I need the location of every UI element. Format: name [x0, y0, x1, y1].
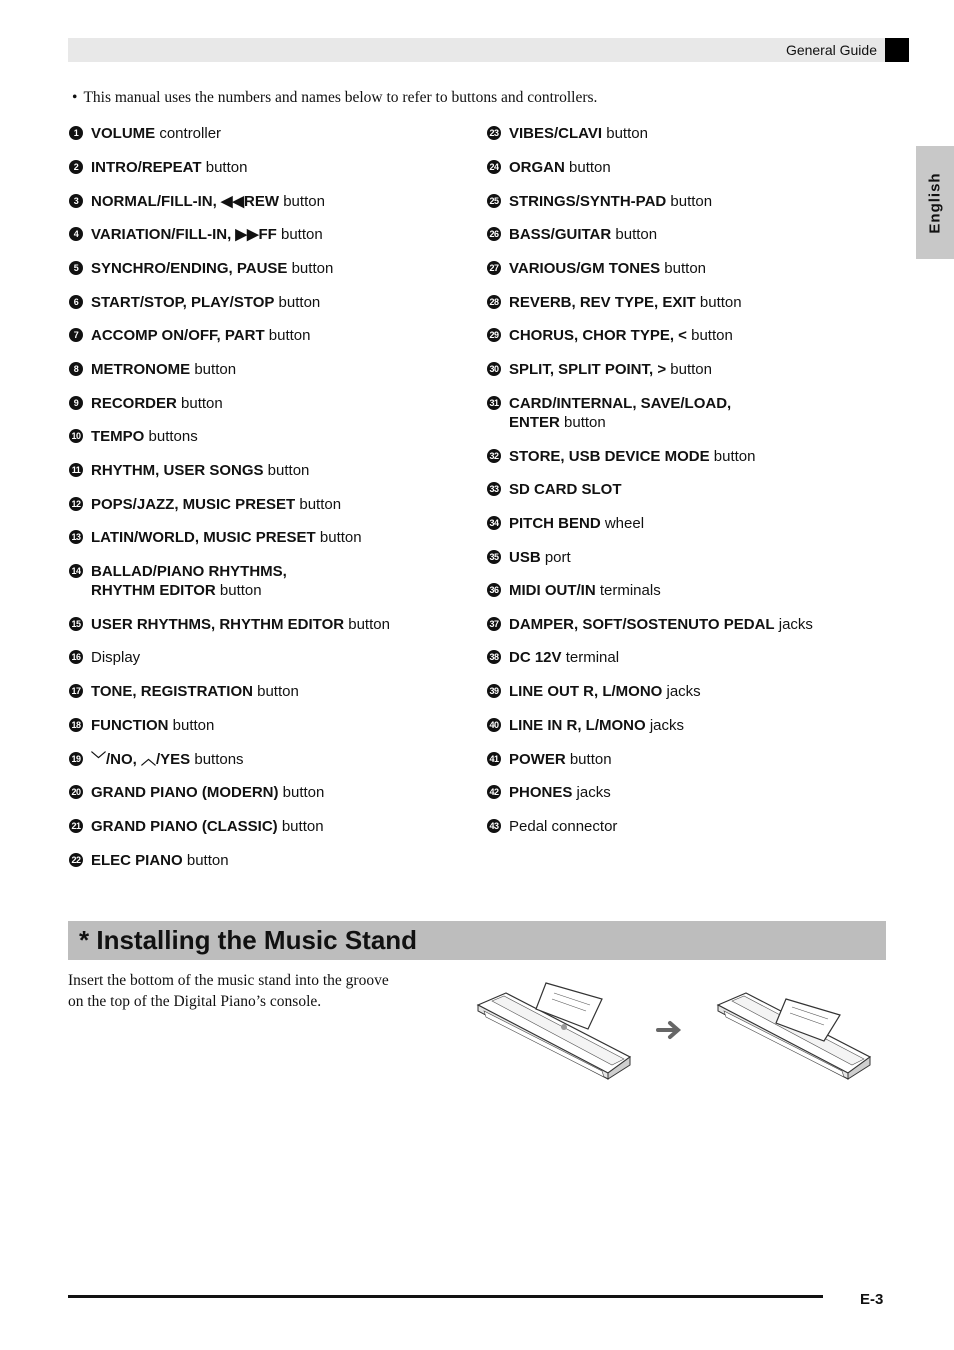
item-number-badge: 26: [487, 227, 501, 241]
control-list-item: [486, 750, 929, 769]
item-name: MIDI OUT/IN: [509, 582, 596, 599]
control-list-item: [68, 716, 491, 735]
item-number-badge: 42: [487, 785, 501, 799]
item-name: USB: [509, 549, 541, 566]
control-list-item: [486, 326, 929, 345]
control-list-item: [68, 192, 491, 211]
item-number-badge: 2: [69, 160, 83, 174]
item-type: button: [709, 448, 756, 465]
section-title: * Installing the Music Stand: [79, 925, 418, 955]
control-list-item: [68, 158, 491, 177]
control-list-item: [68, 750, 491, 769]
control-list-item: [68, 360, 491, 379]
control-list-item: [68, 293, 491, 312]
item-number-badge: 24: [487, 160, 501, 174]
item-type: buttons: [144, 428, 198, 445]
item-type: port: [540, 549, 571, 566]
control-list-item: [68, 562, 491, 600]
item-number-badge: 29: [487, 328, 501, 342]
item-number-badge: 1: [69, 126, 83, 140]
item-type: button: [279, 193, 325, 210]
item-number-badge: 33: [487, 482, 501, 496]
intro-text: This manual uses the numbers and names below to refer to buttons and controllers.: [83, 89, 598, 106]
section-heading-bar: [68, 921, 886, 960]
item-name: ELEC PIANO: [91, 852, 183, 869]
item-number-badge: 22: [69, 853, 83, 867]
item-name: SPLIT, SPLIT POINT, >: [509, 361, 667, 378]
item-number-badge: 6: [69, 295, 83, 309]
item-type: button: [565, 751, 612, 768]
item-type: jacks: [662, 683, 701, 700]
item-type: jacks: [645, 717, 685, 734]
item-number-badge: 30: [487, 362, 501, 376]
control-list-item: [486, 259, 929, 278]
item-name: ACCOMP ON/OFF, PART: [91, 327, 265, 344]
control-list-item: [68, 682, 491, 701]
control-list-item: [486, 225, 929, 244]
item-name: RHYTHM, USER SONGS: [91, 462, 264, 479]
item-name: GRAND PIANO (CLASSIC): [91, 818, 278, 835]
item-name: SYNCHRO/ENDING, PAUSE: [91, 260, 288, 277]
item-name: START/STOP, PLAY/STOP: [91, 294, 275, 311]
section-body-text: Insert the bottom of the music stand into the groove on the top of the Digital Piano’s console.: [68, 972, 389, 1010]
item-number-badge: 21: [69, 819, 83, 833]
item-type: button: [168, 717, 215, 734]
item-name: METRONOME: [91, 361, 191, 378]
item-name: RHYTHM EDITOR: [91, 582, 216, 599]
item-name: CHORUS, CHOR TYPE, <: [509, 327, 687, 344]
item-number-badge: 27: [487, 261, 501, 275]
item-number-badge: 31: [487, 396, 501, 410]
item-type: button: [278, 784, 325, 801]
piano-diagram: [470, 975, 890, 1105]
control-list-item: [486, 158, 929, 177]
control-list-item: [486, 514, 929, 533]
item-type: controller: [155, 125, 222, 142]
control-list-item: [68, 817, 491, 836]
item-number-badge: 23: [487, 126, 501, 140]
item-number-badge: 40: [487, 718, 501, 732]
language-tab-label: English: [926, 171, 944, 234]
item-name: DAMPER, SOFT/SOSTENUTO PEDAL: [509, 616, 775, 633]
page-number: E-3: [860, 1291, 884, 1308]
control-list-item: [486, 682, 929, 701]
control-list-item: [486, 394, 929, 432]
control-list-item: [486, 192, 929, 211]
item-type: button: [287, 260, 334, 277]
item-name: NORMAL/FILL-IN, ◀◀REW: [91, 193, 280, 210]
control-list-item: [68, 461, 491, 480]
item-number-badge: 12: [69, 497, 83, 511]
item-name: RECORDER: [91, 395, 177, 412]
control-list-item: [486, 648, 929, 667]
item-name: PITCH BEND: [509, 515, 601, 532]
item-name: VOLUME: [91, 125, 156, 142]
header-bar: [68, 38, 885, 62]
music-stand-illustration: [470, 975, 890, 1110]
control-list-item: [68, 495, 491, 514]
item-number-badge: 15: [69, 617, 83, 631]
item-number-badge: 18: [69, 718, 83, 732]
item-type: button: [660, 260, 707, 277]
item-type: button: [611, 226, 658, 243]
item-type: button: [182, 852, 229, 869]
item-name: SD CARD SLOT: [509, 481, 622, 498]
item-number-badge: 19: [69, 752, 83, 766]
item-type: button: [564, 159, 611, 176]
item-name: DC 12V: [509, 649, 562, 666]
control-list-item: [486, 581, 929, 600]
item-number-badge: 3: [69, 194, 83, 208]
item-number-badge: 16: [69, 650, 83, 664]
control-list-item: [486, 716, 929, 735]
item-name: ORGAN: [509, 159, 565, 176]
item-type: Pedal connector: [509, 818, 618, 835]
intro-paragraph: [72, 89, 597, 107]
control-list-item: [68, 615, 491, 634]
item-number-badge: 4: [69, 227, 83, 241]
control-list-item: [68, 124, 491, 143]
control-list-item: [486, 817, 929, 836]
control-list-item: [68, 394, 491, 413]
item-type: button: [602, 125, 648, 142]
control-list-item: [486, 615, 929, 634]
item-name: BALLAD/PIANO RHYTHMS,: [91, 563, 287, 580]
item-name: ﹀/NO, ︿/YES: [91, 751, 191, 768]
item-type: button: [686, 327, 733, 344]
item-name: LINE OUT R, L/MONO: [509, 683, 663, 700]
item-name: LINE IN R, L/MONO: [509, 717, 646, 734]
item-number-badge: 28: [487, 295, 501, 309]
control-list-item: [68, 648, 491, 667]
control-list-item: [486, 360, 929, 379]
item-type: button: [190, 361, 237, 378]
item-type: button: [277, 818, 324, 835]
footer-rule: [68, 1295, 823, 1298]
item-number-badge: 38: [487, 650, 501, 664]
control-list-item: [486, 480, 929, 499]
item-number-badge: 5: [69, 261, 83, 275]
item-type: button: [666, 193, 713, 210]
item-number-badge: 9: [69, 396, 83, 410]
control-list-item: [68, 783, 491, 802]
item-type: buttons: [190, 751, 244, 768]
item-type: button: [201, 159, 248, 176]
intro-bullet: •: [72, 89, 78, 106]
item-type: button: [176, 395, 223, 412]
control-list-item: [486, 124, 929, 143]
item-number-badge: 7: [69, 328, 83, 342]
item-name: INTRO/REPEAT: [91, 159, 202, 176]
item-name: VARIOUS/GM TONES: [509, 260, 661, 277]
item-type: button: [252, 683, 299, 700]
item-name: TEMPO: [91, 428, 145, 445]
item-number-badge: 10: [69, 429, 83, 443]
item-name: STRINGS/SYNTH-PAD: [509, 193, 667, 210]
item-number-badge: 17: [69, 684, 83, 698]
item-type: Display: [91, 649, 141, 666]
arrow-right-icon: [658, 1023, 678, 1037]
control-list-item: [68, 225, 491, 244]
item-name: STORE, USB DEVICE MODE: [509, 448, 710, 465]
item-type: button: [276, 226, 323, 243]
item-type: jacks: [774, 616, 813, 633]
control-list-item: [68, 528, 491, 547]
item-type: jacks: [572, 784, 611, 801]
item-type: button: [666, 361, 712, 378]
control-list-item: [68, 326, 491, 345]
control-list-item: [68, 851, 491, 870]
item-type: button: [274, 294, 321, 311]
item-name: FUNCTION: [91, 717, 169, 734]
item-name: CARD/INTERNAL, SAVE/LOAD,: [509, 395, 732, 412]
item-number-badge: 37: [487, 617, 501, 631]
item-name: USER RHYTHMS, RHYTHM EDITOR: [91, 616, 345, 633]
header-section-label: General Guide: [785, 42, 877, 58]
item-type: button: [263, 462, 310, 479]
item-name: GRAND PIANO (MODERN): [91, 784, 279, 801]
item-number-badge: 25: [487, 194, 501, 208]
item-number-badge: 13: [69, 530, 83, 544]
item-name: BASS/GUITAR: [509, 226, 612, 243]
item-name: VIBES/CLAVI: [509, 125, 603, 142]
item-number-badge: 35: [487, 550, 501, 564]
header-marker: [885, 38, 909, 62]
control-list-item: [486, 783, 929, 802]
item-name: PHONES: [509, 784, 573, 801]
item-name: ENTER: [509, 414, 560, 431]
item-type: button: [695, 294, 742, 311]
item-number-badge: 41: [487, 752, 501, 766]
item-type: terminal: [561, 649, 620, 666]
item-name: POPS/JAZZ, MUSIC PRESET: [91, 496, 296, 513]
item-number-badge: 20: [69, 785, 83, 799]
piano-before: [478, 983, 630, 1079]
item-type: button: [559, 414, 606, 431]
item-number-badge: 32: [487, 449, 501, 463]
item-type: terminals: [595, 582, 661, 599]
control-list-item: [68, 427, 491, 446]
item-number-badge: 36: [487, 583, 501, 597]
item-number-badge: 34: [487, 516, 501, 530]
item-type: button: [215, 582, 262, 599]
item-type: button: [264, 327, 311, 344]
item-name: REVERB, REV TYPE, EXIT: [509, 294, 696, 311]
item-type: wheel: [600, 515, 645, 532]
item-type: button: [344, 616, 390, 633]
item-name: POWER: [509, 751, 566, 768]
item-name: VARIATION/FILL-IN, ▶▶FF: [91, 226, 277, 243]
item-number-badge: 43: [487, 819, 501, 833]
item-name: TONE, REGISTRATION: [91, 683, 253, 700]
item-type: button: [315, 529, 362, 546]
item-number-badge: 8: [69, 362, 83, 376]
control-list-item: [486, 293, 929, 312]
item-number-badge: 39: [487, 684, 501, 698]
item-type: button: [295, 496, 342, 513]
item-number-badge: 11: [69, 463, 83, 477]
item-number-badge: 14: [69, 564, 83, 578]
piano-after: [718, 993, 870, 1079]
control-list-item: [486, 447, 929, 466]
control-list-item: [68, 259, 491, 278]
item-name: LATIN/WORLD, MUSIC PRESET: [91, 529, 316, 546]
control-list-item: [486, 548, 929, 567]
